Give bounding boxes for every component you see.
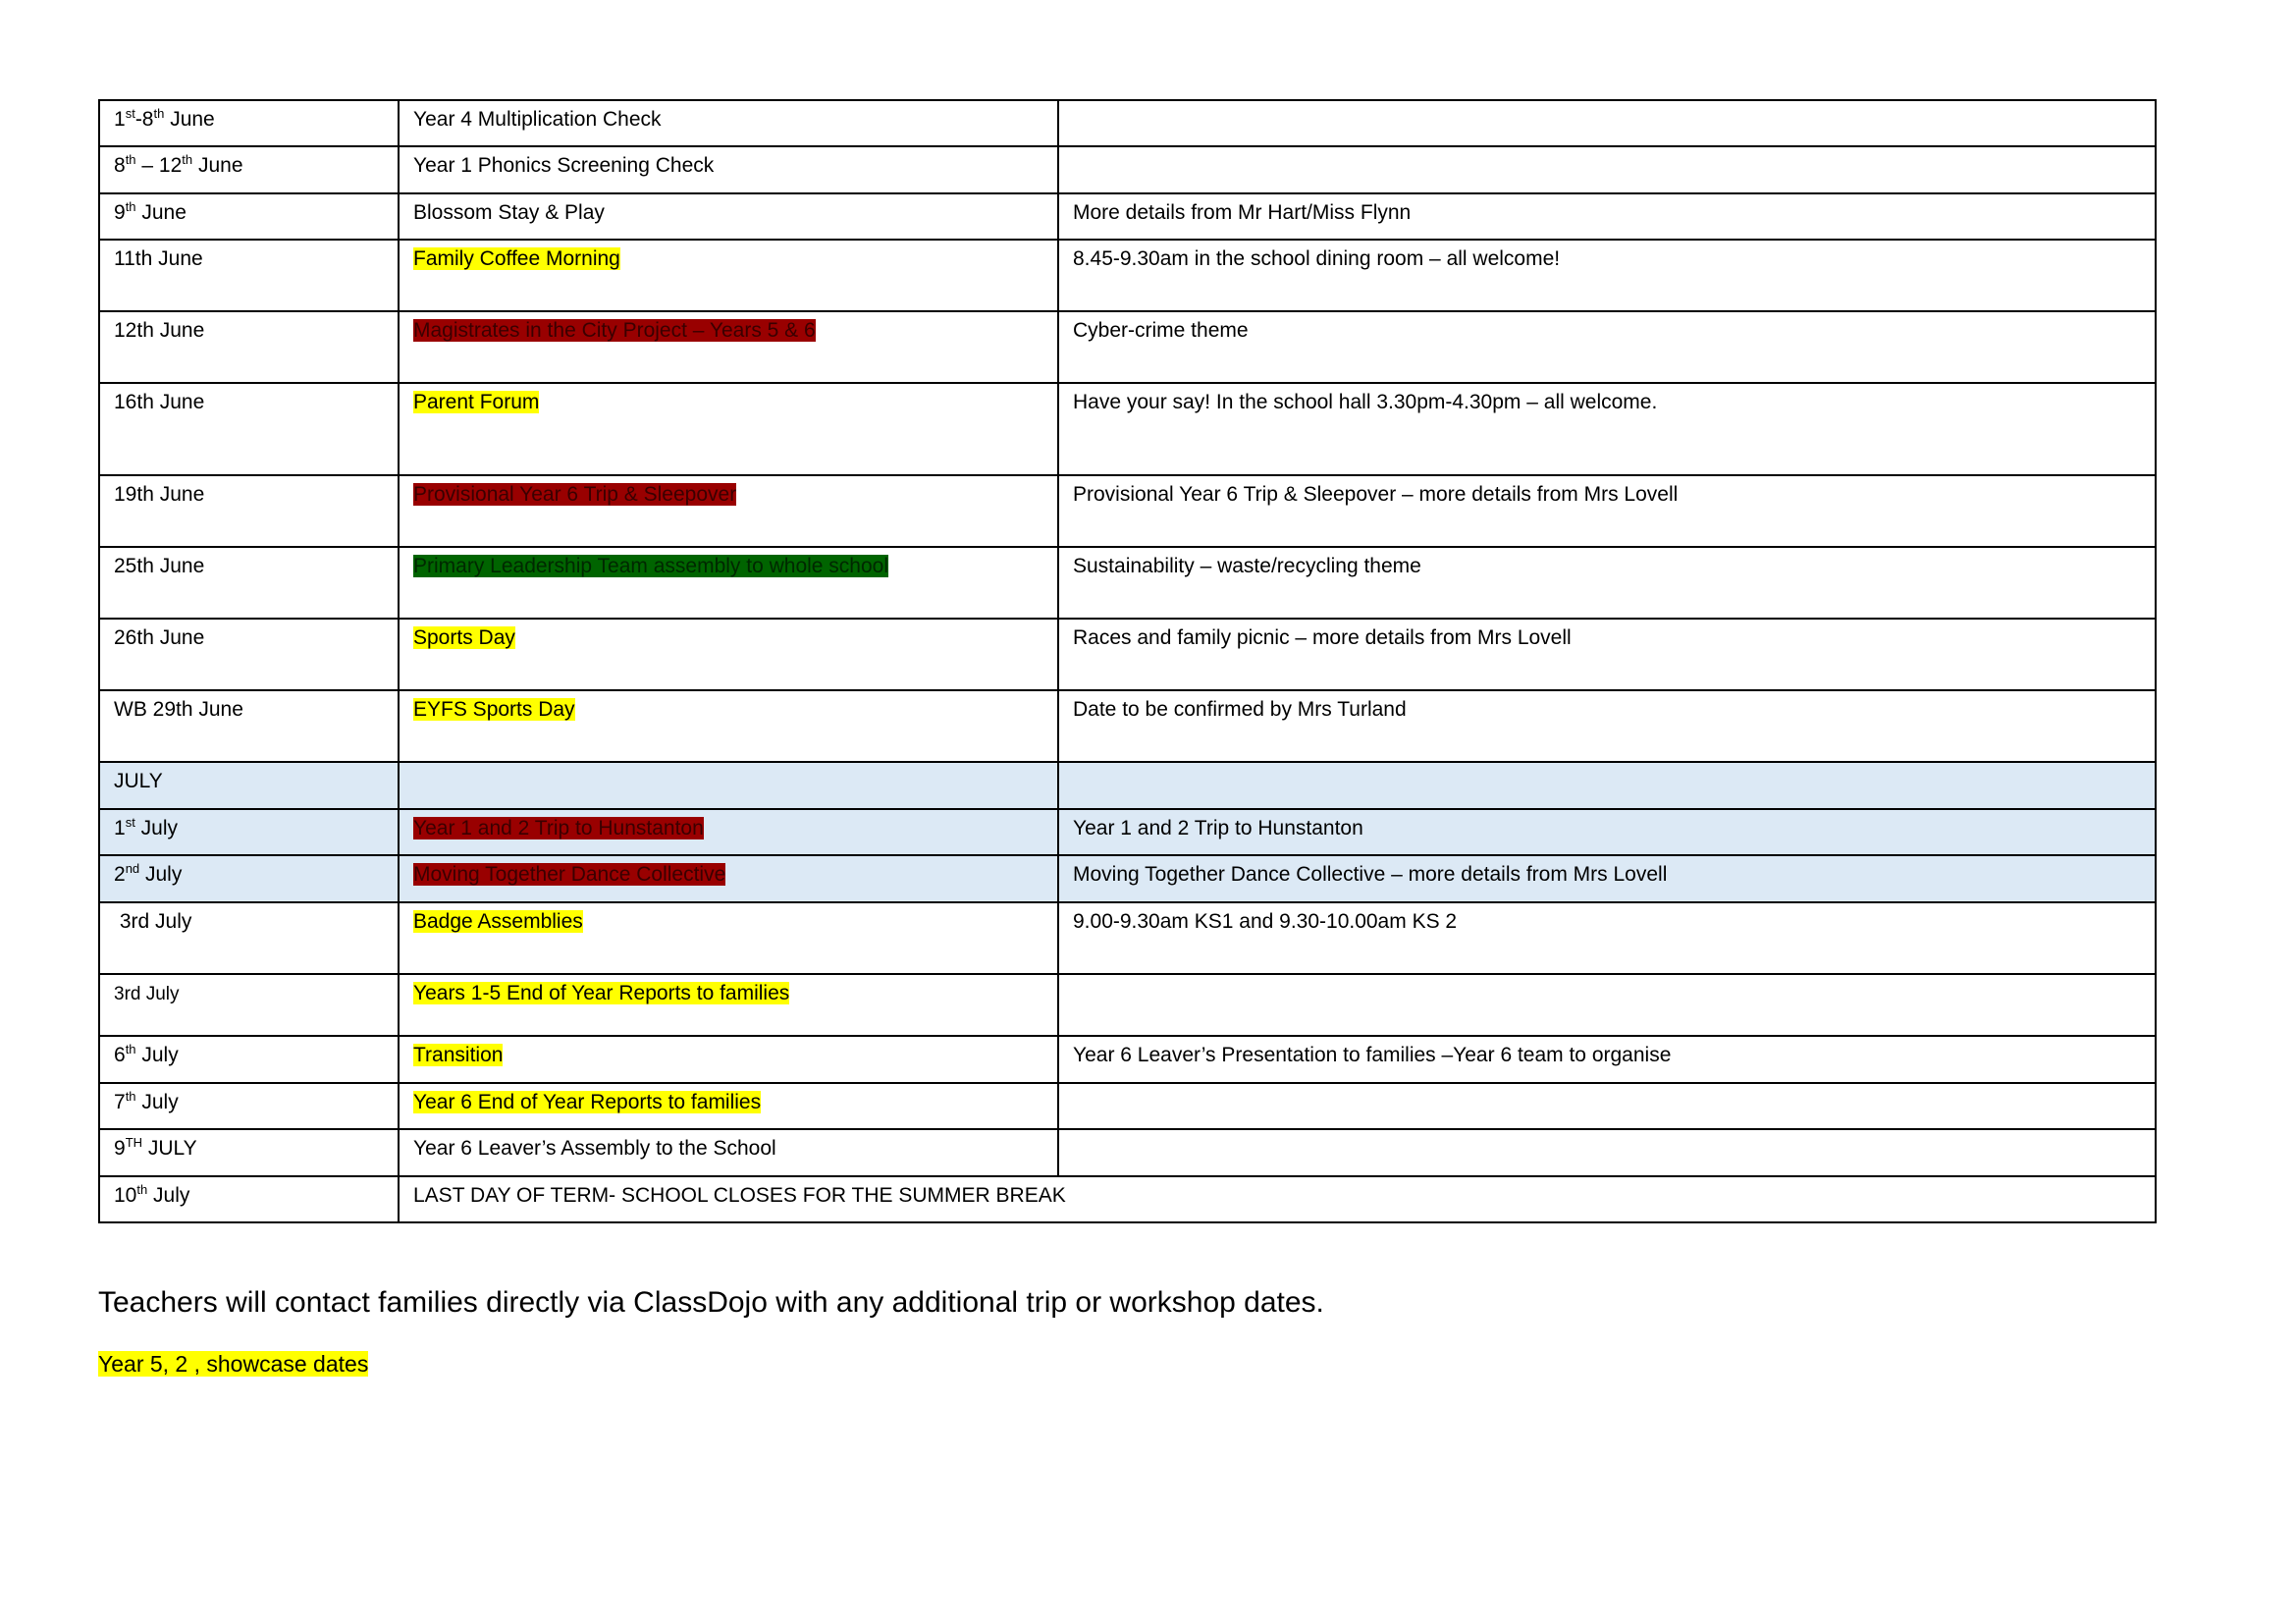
table-row bbox=[99, 311, 2156, 383]
event-cell bbox=[399, 809, 1058, 855]
event-text: Magistrates in the City Project – Years 5 & 6 bbox=[413, 319, 816, 342]
details-cell: Provisional Year 6 Trip & Sleepover – more details from Mrs Lovell bbox=[1058, 475, 2156, 547]
table-row bbox=[99, 475, 2156, 547]
event-text: Year 1 Phonics Screening Check bbox=[413, 154, 715, 177]
event-cell bbox=[399, 146, 1058, 193]
event-text: Provisional Year 6 Trip & Sleepover bbox=[413, 483, 737, 506]
event-cell bbox=[399, 1129, 1058, 1176]
event-text: Blossom Stay & Play bbox=[413, 201, 605, 224]
event-text: Years 1-5 End of Year Reports to families bbox=[413, 982, 790, 1004]
events-calendar-table bbox=[98, 99, 2157, 1223]
details-cell: Cyber-crime theme bbox=[1058, 311, 2156, 383]
event-text: Parent Forum bbox=[413, 391, 540, 413]
section-header-row bbox=[99, 762, 2156, 809]
event-text: Family Coffee Morning bbox=[413, 247, 620, 270]
date-cell: 3rd July bbox=[99, 902, 399, 974]
table-row bbox=[99, 383, 2156, 475]
table-row bbox=[99, 974, 2156, 1036]
details-cell bbox=[1058, 762, 2156, 809]
event-cell bbox=[399, 100, 1058, 146]
date-cell: 19th June bbox=[99, 475, 399, 547]
event-cell bbox=[399, 383, 1058, 475]
table-row bbox=[99, 146, 2156, 193]
event-text: Year 6 End of Year Reports to families bbox=[413, 1091, 762, 1113]
date-cell: 10th July bbox=[99, 1176, 399, 1222]
event-cell bbox=[399, 619, 1058, 690]
table-row bbox=[99, 240, 2156, 311]
details-cell: Year 6 Leaver’s Presentation to families –Year 6 team to organise bbox=[1058, 1036, 2156, 1083]
table-row bbox=[99, 193, 2156, 240]
details-cell: More details from Mr Hart/Miss Flynn bbox=[1058, 193, 2156, 240]
classdojo-note: Teachers will contact families directly via ClassDojo with any additional trip or workshop dates. bbox=[98, 1286, 1324, 1319]
date-cell: 25th June bbox=[99, 547, 399, 619]
table-row bbox=[99, 1036, 2156, 1083]
event-cell bbox=[399, 762, 1058, 809]
event-text: Year 1 and 2 Trip to Hunstanton bbox=[413, 817, 704, 839]
event-text: Sports Day bbox=[413, 626, 515, 649]
details-cell bbox=[1058, 146, 2156, 193]
table-row bbox=[99, 1176, 2156, 1222]
details-cell: 8.45-9.30am in the school dining room – all welcome! bbox=[1058, 240, 2156, 311]
event-cell bbox=[399, 1083, 1058, 1129]
table-row bbox=[99, 809, 2156, 855]
details-cell bbox=[1058, 1129, 2156, 1176]
event-text: Year 6 Leaver’s Assembly to the School bbox=[413, 1137, 776, 1160]
details-cell: 9.00-9.30am KS1 and 9.30-10.00am KS 2 bbox=[1058, 902, 2156, 974]
date-cell: 6th July bbox=[99, 1036, 399, 1083]
date-cell: 12th June bbox=[99, 311, 399, 383]
date-cell: 16th June bbox=[99, 383, 399, 475]
date-cell: 1st July bbox=[99, 809, 399, 855]
table-row bbox=[99, 547, 2156, 619]
event-text: EYFS Sports Day bbox=[413, 698, 575, 721]
date-cell bbox=[99, 762, 399, 809]
event-cell bbox=[399, 475, 1058, 547]
date-cell: 7th July bbox=[99, 1083, 399, 1129]
event-text: Transition bbox=[413, 1044, 504, 1066]
table-row bbox=[99, 1083, 2156, 1129]
event-cell bbox=[399, 902, 1058, 974]
event-cell bbox=[399, 547, 1058, 619]
event-cell bbox=[399, 855, 1058, 902]
table-row bbox=[99, 100, 2156, 146]
month-heading: JULY bbox=[114, 770, 163, 792]
event-cell bbox=[399, 311, 1058, 383]
table-row bbox=[99, 855, 2156, 902]
table-row bbox=[99, 1129, 2156, 1176]
details-cell: Have your say! In the school hall 3.30pm-4.30pm – all welcome. bbox=[1058, 383, 2156, 475]
details-cell: Date to be confirmed by Mrs Turland bbox=[1058, 690, 2156, 762]
details-cell bbox=[1058, 974, 2156, 1036]
details-cell: Races and family picnic – more details from Mrs Lovell bbox=[1058, 619, 2156, 690]
date-cell: 9TH JULY bbox=[99, 1129, 399, 1176]
date-cell: 3rd July bbox=[99, 974, 399, 1036]
date-cell: 26th June bbox=[99, 619, 399, 690]
event-cell bbox=[399, 974, 1058, 1036]
table-row bbox=[99, 690, 2156, 762]
details-cell: Sustainability – waste/recycling theme bbox=[1058, 547, 2156, 619]
details-cell: Year 1 and 2 Trip to Hunstanton bbox=[1058, 809, 2156, 855]
event-cell bbox=[399, 690, 1058, 762]
date-cell: 8th – 12th June bbox=[99, 146, 399, 193]
event-text: Primary Leadership Team assembly to whole school bbox=[413, 555, 889, 577]
date-cell: 1st-8th June bbox=[99, 100, 399, 146]
table-row bbox=[99, 902, 2156, 974]
date-cell: 9th June bbox=[99, 193, 399, 240]
showcase-note bbox=[98, 1351, 368, 1378]
event-text: Badge Assemblies bbox=[413, 910, 583, 933]
event-cell bbox=[399, 240, 1058, 311]
event-cell bbox=[399, 1036, 1058, 1083]
event-text: LAST DAY OF TERM- SCHOOL CLOSES FOR THE SUMMER BREAK bbox=[413, 1184, 1066, 1207]
event-cell bbox=[399, 1176, 2156, 1222]
details-cell: Moving Together Dance Collective – more details from Mrs Lovell bbox=[1058, 855, 2156, 902]
details-cell bbox=[1058, 100, 2156, 146]
date-cell: 2nd July bbox=[99, 855, 399, 902]
showcase-note-text: Year 5, 2 , showcase dates bbox=[98, 1351, 369, 1377]
event-text: Year 4 Multiplication Check bbox=[413, 108, 662, 131]
table-row bbox=[99, 619, 2156, 690]
date-cell: 11th June bbox=[99, 240, 399, 311]
event-text: Moving Together Dance Collective bbox=[413, 863, 726, 886]
date-cell: WB 29th June bbox=[99, 690, 399, 762]
details-cell bbox=[1058, 1083, 2156, 1129]
event-cell bbox=[399, 193, 1058, 240]
